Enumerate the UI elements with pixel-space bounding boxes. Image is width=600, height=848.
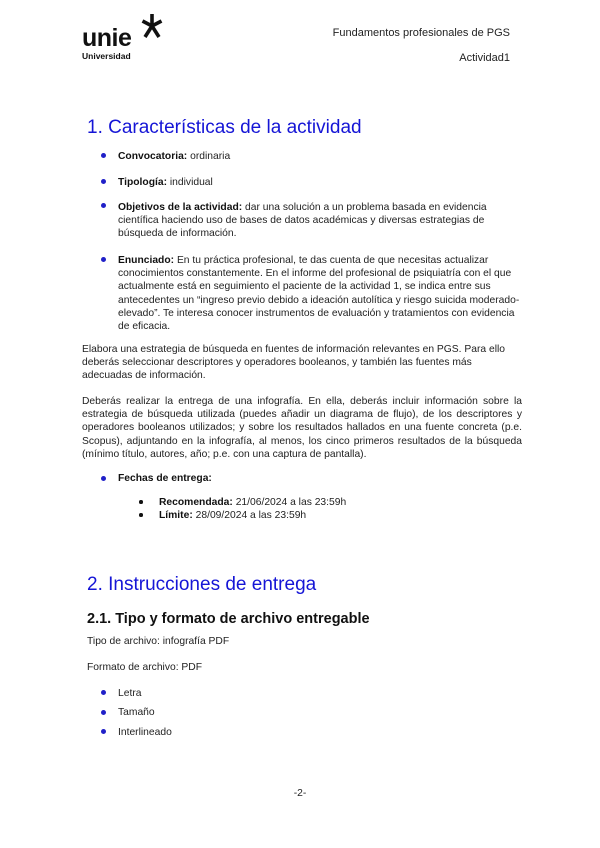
formato-archivo: Formato de archivo: PDF — [87, 662, 203, 673]
bullet-icon — [101, 710, 106, 715]
enunciado-value: En tu práctica profesional, te das cuenta de que necesitas actualizar conocimientos constantemente. En el informe del profesional de psiquiatría con el que actualmente está en seguimiento el paciente de la actividad 1, se indica entre sus antecedentes un “ingreso previo debido a ideación autolítica y riesgo suicida moderado-elevado”. Te interesa conocer instrumentos de evaluación y tratamientos con evidencia de eficacia. — [118, 255, 520, 333]
unie-logo — [82, 14, 202, 66]
recomendada-label: Recomendada: — [159, 497, 233, 508]
tipo-archivo: Tipo de archivo: infografía PDF — [87, 636, 230, 647]
header-activity: Actividad1 — [459, 52, 510, 64]
bullet-icon — [101, 203, 106, 208]
section-2-1-title: 2.1. Tipo y formato de archivo entregable — [87, 611, 370, 627]
header-course: Fundamentos profesionales de PGS — [332, 27, 510, 39]
paragraph-infografia: Deberás realizar la entrega de una infografía. En ella, deberás incluir información sobre la estrategia de búsqueda utilizada (puedes añadir un diagrama de flujo), de los descriptores y operadores booleanos utilizados; y sobre los resultados hallados en una fuente concreta (p.e. Scopus), adjuntando en la infografía, al menos, los cinco primeros resultados de la búsqueda (mínimo título, autores, año; p.e. con una captura de pantalla). — [82, 396, 522, 460]
bullet-icon — [101, 476, 106, 481]
sub-bullet-icon — [139, 513, 143, 517]
objetivos-item — [118, 201, 521, 241]
section-1-title: 1. Características de la actividad — [87, 117, 362, 138]
convocatoria-item — [118, 150, 518, 163]
sub-bullet-icon — [139, 500, 143, 504]
bullet-icon — [101, 257, 106, 262]
bullet-icon — [101, 690, 106, 695]
page-number: -2- — [293, 788, 307, 799]
limite-label: Límite: — [159, 510, 193, 521]
logo-word: unie — [82, 24, 132, 52]
enunciado-label: Enunciado: — [118, 255, 175, 266]
convocatoria-value: ordinaria — [190, 151, 231, 162]
fecha-recomendada — [159, 496, 519, 509]
tipologia-value: individual — [169, 177, 213, 188]
bullet-icon — [101, 153, 106, 158]
tipologia-item — [118, 176, 518, 189]
limite-value: 28/09/2024 a las 23:59h — [195, 510, 307, 521]
asterisk-icon — [141, 13, 163, 39]
objetivos-value: dar una solución a un problema basada en evidencia científica haciendo uso de bases de datos académicas y diversas estrategias de búsqueda de información. — [118, 202, 487, 240]
objetivos-label: Objetivos de la actividad: — [118, 202, 243, 213]
convocatoria-label: Convocatoria: — [118, 151, 188, 162]
bullet-icon — [101, 729, 106, 734]
recomendada-value: 21/06/2024 a las 23:59h — [235, 497, 347, 508]
enunciado-item — [118, 254, 523, 333]
bullet-icon — [101, 179, 106, 184]
fechas-label: Fechas de entrega: — [118, 473, 212, 484]
list-item-interlineado: Interlineado — [118, 727, 172, 738]
fecha-limite — [159, 509, 519, 522]
tipologia-label: Tipología: — [118, 177, 168, 188]
list-item-tamano: Tamaño — [118, 707, 155, 718]
logo-subtitle: Universidad — [82, 51, 131, 61]
section-2-title: 2. Instrucciones de entrega — [87, 574, 317, 595]
list-item-letra: Letra — [118, 688, 142, 699]
paragraph-strategy: Elabora una estrategia de búsqueda en fuentes de información relevantes en PGS. Para ello deberás seleccionar descriptores y operadores booleanos, y también las fuentes más adecuadas de información. — [82, 344, 506, 382]
